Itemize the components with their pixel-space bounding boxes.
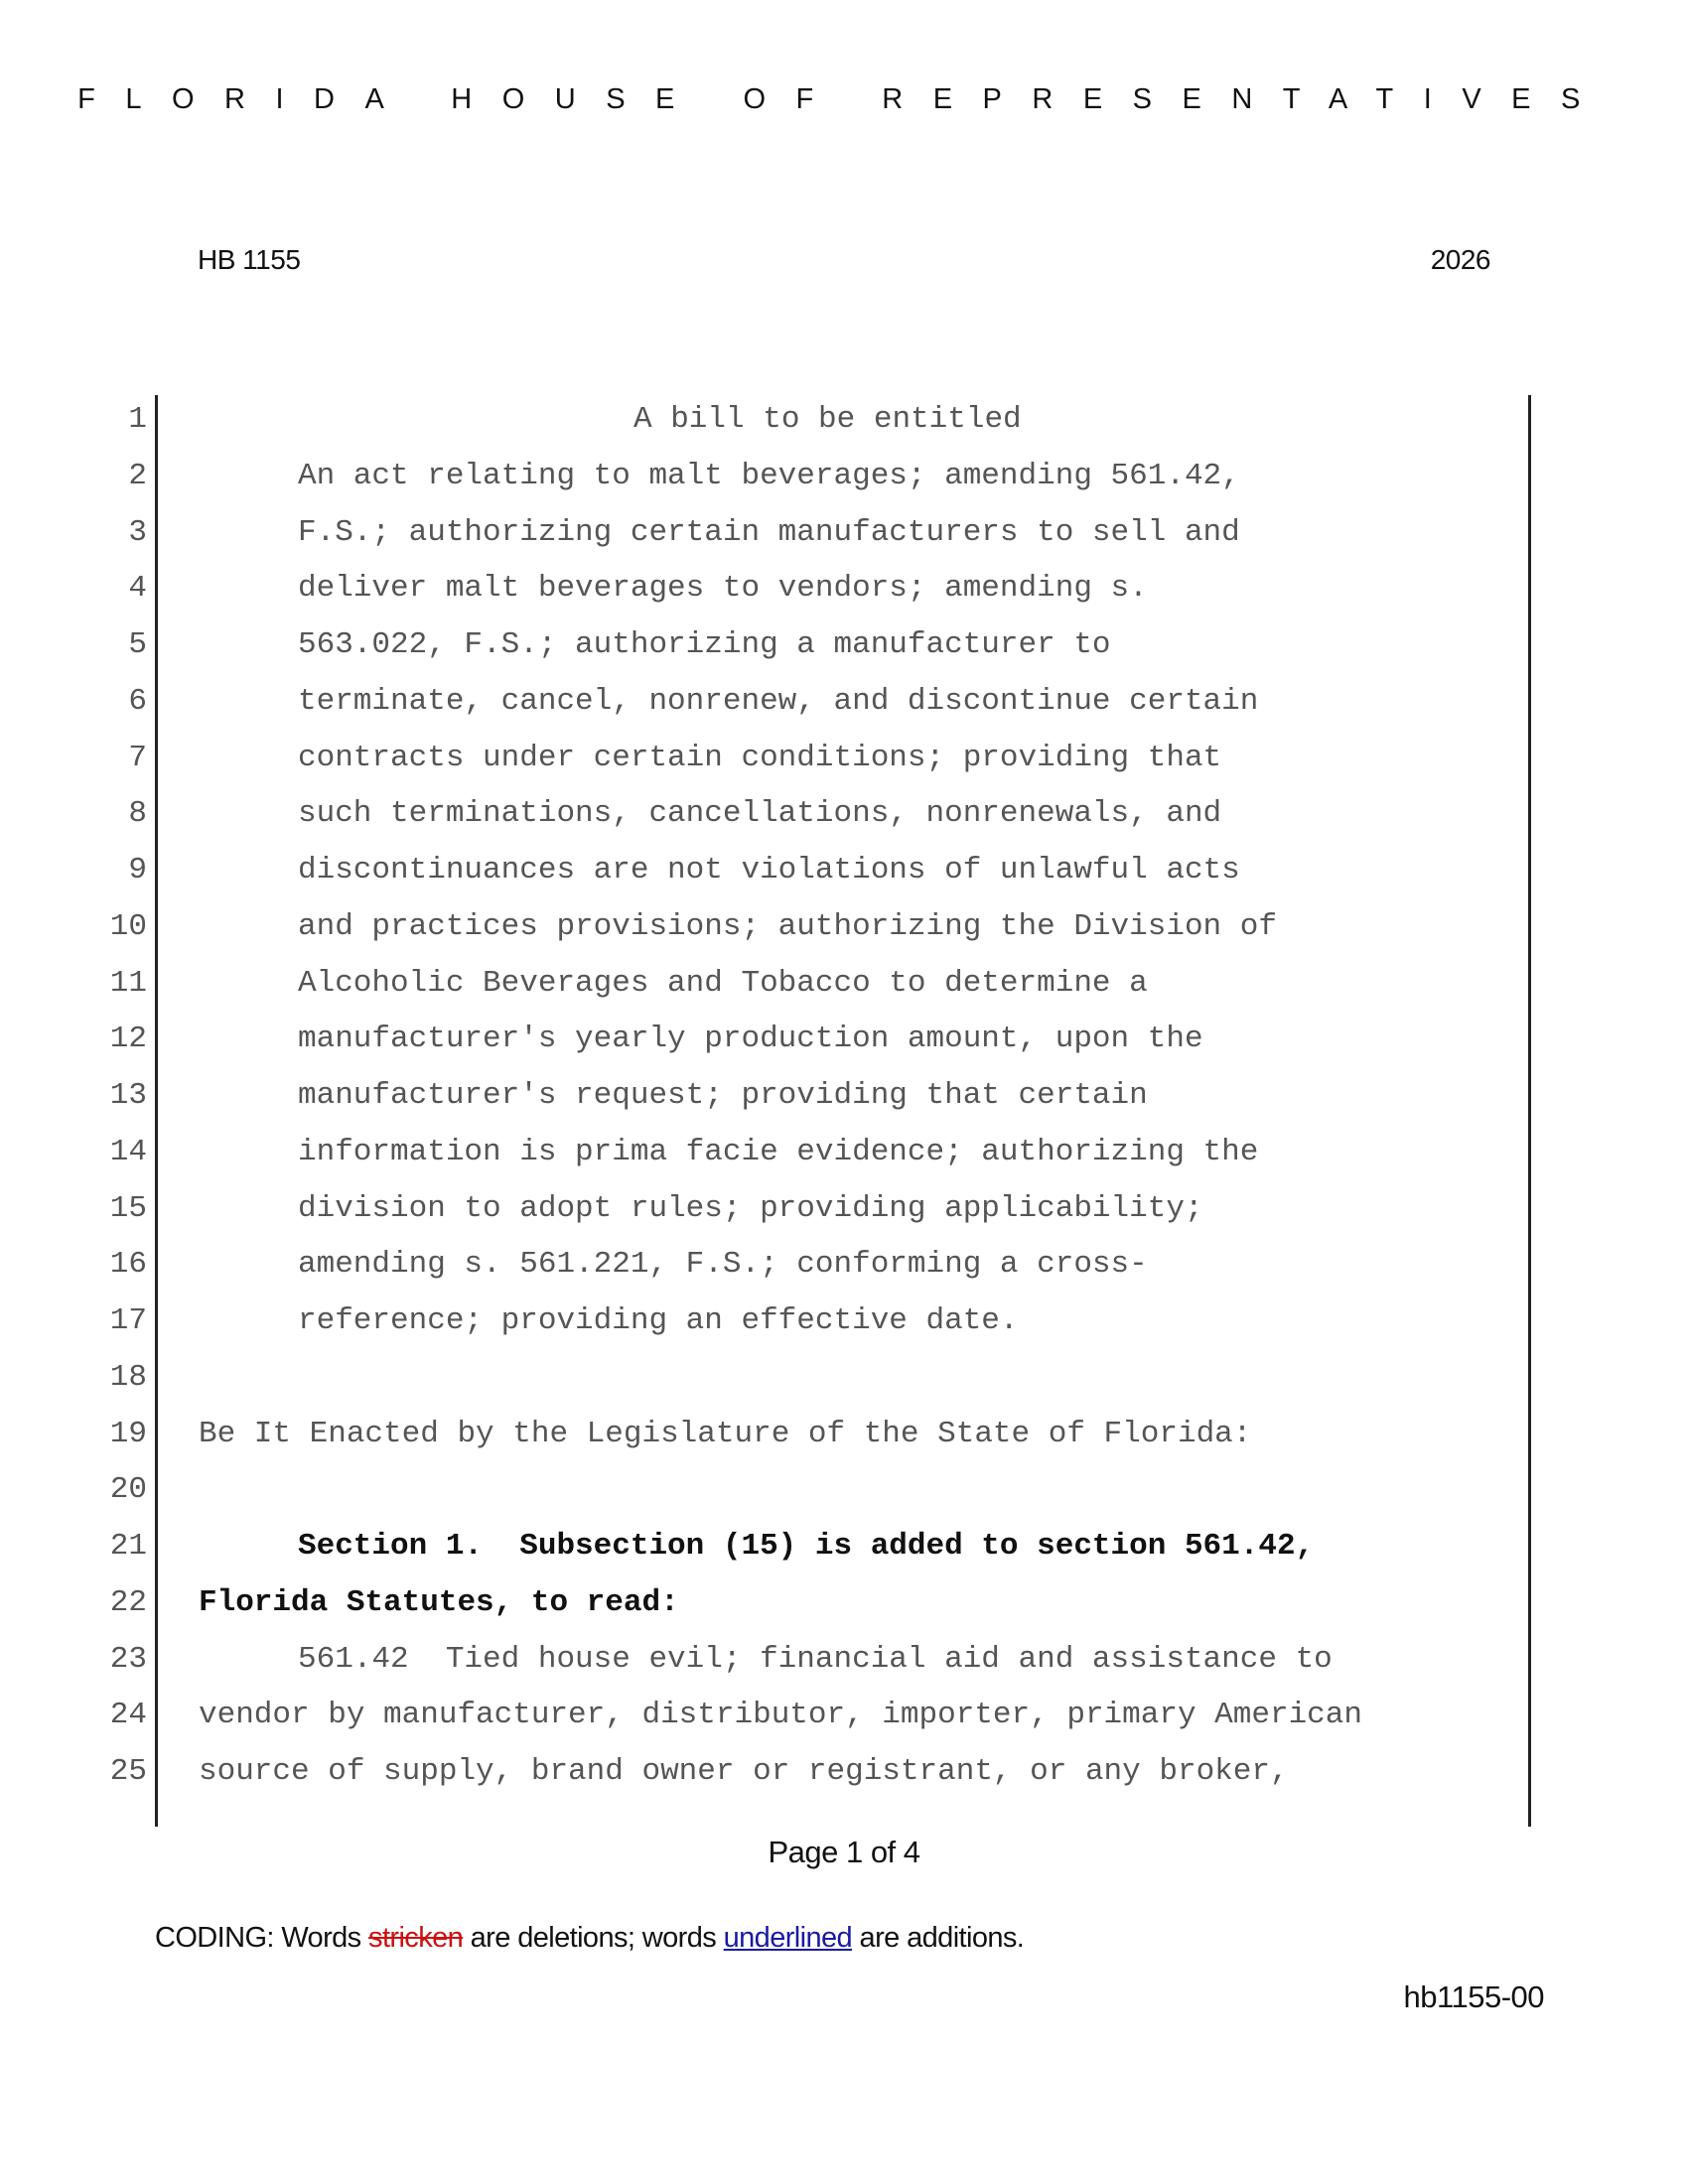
bill-line (0, 1294, 1688, 1350)
bill-text-body (0, 392, 1688, 1801)
bill-line (0, 899, 1688, 956)
bill-line (0, 1462, 1688, 1519)
line-number: 8 (128, 796, 147, 832)
line-number: 6 (128, 683, 147, 719)
line-number: 10 (109, 908, 147, 944)
line-number: 1 (128, 402, 147, 437)
line-number: 12 (109, 1022, 147, 1057)
coding-stricken-sample: stricken (368, 1922, 464, 1954)
bill-line (0, 1519, 1688, 1575)
document-code: hb1155-00 (1403, 1979, 1544, 2014)
bill-line (0, 843, 1688, 899)
line-number: 18 (109, 1359, 147, 1395)
bill-line (0, 561, 1688, 617)
bill-line (0, 1068, 1688, 1125)
line-number: 20 (109, 1472, 147, 1508)
line-text: Section 1. Subsection (15) is added to section 561.42, (298, 1529, 1315, 1564)
bill-line (0, 786, 1688, 843)
line-text: 563.022, F.S.; authorizing a manufacturer to (298, 627, 1111, 662)
line-text: information is prima facie evidence; authorizing the (298, 1134, 1259, 1169)
line-text: and practices provisions; authorizing the Division of (298, 908, 1277, 944)
line-text: A bill to be entitled (633, 402, 1022, 437)
line-text: Be It Enacted by the Legislature of the State of Florida: (199, 1416, 1252, 1451)
line-text: amending s. 561.221, F.S.; conforming a cross- (298, 1247, 1148, 1283)
coding-middle: are deletions; words (463, 1922, 724, 1954)
line-number: 22 (109, 1584, 147, 1620)
bill-line (0, 731, 1688, 787)
bill-line (0, 956, 1688, 1013)
bill-line (0, 1744, 1688, 1801)
coding-underlined-sample: underlined (723, 1922, 853, 1954)
bill-line (0, 674, 1688, 731)
bill-line (0, 1012, 1688, 1068)
line-number: 5 (128, 627, 147, 662)
bill-number: HB 1155 (198, 244, 301, 275)
line-text: terminate, cancel, nonrenew, and discontinue certain (298, 683, 1259, 719)
line-text: such terminations, cancellations, nonrenewals, and (298, 796, 1222, 832)
bill-line (0, 1688, 1688, 1744)
bill-line (0, 1632, 1688, 1689)
line-number: 4 (128, 571, 147, 607)
line-text: manufacturer's request; providing that certain (298, 1078, 1148, 1113)
bill-line (0, 392, 1688, 449)
bill-line (0, 1407, 1688, 1463)
line-text: vendor by manufacturer, distributor, importer, primary American (199, 1698, 1362, 1733)
line-number: 24 (109, 1698, 147, 1733)
line-number: 19 (109, 1416, 147, 1451)
line-number: 25 (109, 1754, 147, 1789)
line-number: 3 (128, 514, 147, 550)
line-text: 561.42 Tied house evil; financial aid and assistance to (298, 1641, 1333, 1677)
coding-legend (155, 1922, 1024, 1955)
line-number: 23 (109, 1641, 147, 1677)
line-number: 13 (109, 1078, 147, 1113)
line-text: deliver malt beverages to vendors; amending s. (298, 571, 1148, 607)
line-text: Alcoholic Beverages and Tobacco to determine a (298, 965, 1148, 1001)
bill-line (0, 617, 1688, 674)
bill-line (0, 1350, 1688, 1407)
bill-line (0, 1575, 1688, 1632)
bill-line (0, 505, 1688, 562)
line-text: F.S.; authorizing certain manufacturers to sell and (298, 514, 1240, 550)
coding-prefix: CODING: Words (155, 1922, 369, 1954)
line-text: discontinuances are not violations of unlawful acts (298, 853, 1240, 887)
bill-line (0, 1237, 1688, 1294)
line-number: 2 (128, 458, 147, 493)
line-text: An act relating to malt beverages; amending 561.42, (298, 458, 1240, 493)
line-number: 17 (109, 1303, 147, 1338)
line-number: 15 (109, 1190, 147, 1226)
line-text: source of supply, brand owner or registrant, or any broker, (199, 1754, 1289, 1789)
line-text: reference; providing an effective date. (298, 1303, 1019, 1338)
line-number: 7 (128, 740, 147, 775)
coding-suffix: are additions. (852, 1922, 1025, 1954)
line-text: manufacturer's yearly production amount, upon the (298, 1022, 1203, 1057)
line-number: 16 (109, 1247, 147, 1283)
line-number: 21 (109, 1529, 147, 1564)
line-number: 11 (109, 965, 147, 1001)
letterhead: FLORIDA HOUSE OF REPRESENTATIVES (77, 83, 1611, 115)
line-text: contracts under certain conditions; providing that (298, 740, 1222, 775)
line-text: division to adopt rules; providing applicability; (298, 1190, 1203, 1226)
line-number: 14 (109, 1134, 147, 1169)
page-number: Page 1 of 4 (768, 1835, 920, 1869)
bill-year: 2026 (1430, 244, 1490, 275)
line-text: Florida Statutes, to read: (199, 1584, 679, 1620)
bill-line (0, 1125, 1688, 1181)
bill-line (0, 449, 1688, 505)
bill-line (0, 1181, 1688, 1238)
line-number: 9 (128, 853, 147, 887)
